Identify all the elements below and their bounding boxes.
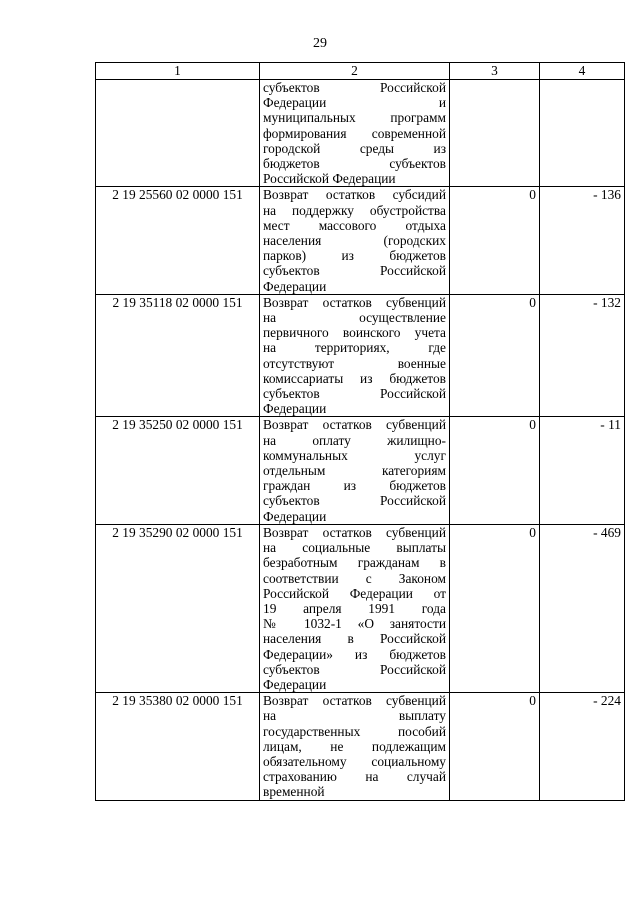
- description-line: мест массового отдыха: [263, 217, 446, 233]
- description-line: формирования современной: [263, 125, 446, 141]
- description-line: Возврат остатков субвенций: [263, 524, 446, 540]
- description-line: Федерации и: [263, 95, 446, 111]
- table-row: [96, 417, 625, 524]
- column-3-value: 0: [450, 693, 540, 800]
- description-cell: [260, 693, 450, 800]
- column-3-value: 0: [450, 524, 540, 692]
- description-line: отдельным категориям: [263, 463, 446, 479]
- description-line: на поддержку обустройства: [263, 202, 446, 218]
- description-cell: [260, 294, 450, 417]
- description-line: государственных пособий: [263, 723, 446, 739]
- budget-code-cell: [96, 80, 260, 187]
- budget-code-cell: 2 19 35250 02 0000 151: [96, 417, 260, 524]
- description-line: Федерации» из бюджетов: [263, 646, 446, 662]
- description-line: субъектов Российской: [263, 661, 446, 677]
- table-row: [96, 80, 625, 187]
- description-line: Федерации: [263, 278, 327, 294]
- column-3-value: [450, 80, 540, 187]
- description-line: Возврат остатков субвенций: [263, 417, 446, 433]
- description-line: граждан из бюджетов: [263, 478, 446, 494]
- description-line: первичного воинского учета: [263, 325, 446, 341]
- column-4-value: - 469: [540, 524, 625, 692]
- description-line: городской среды из: [263, 140, 446, 156]
- description-line: субъектов Российской: [263, 80, 446, 95]
- description-line: Российской Федерации: [263, 171, 396, 187]
- description-line: на осуществление: [263, 310, 446, 326]
- description-line: субъектов Российской: [263, 263, 446, 279]
- description-line: коммунальных услуг: [263, 447, 446, 463]
- description-line: отсутствуют военные: [263, 355, 446, 371]
- description-line: лицам, не подлежащим: [263, 738, 446, 754]
- description-line: на территориях, где: [263, 340, 446, 356]
- budget-table: [95, 62, 625, 801]
- description-line: № 1032-1 «О занятости: [263, 616, 446, 632]
- table-row: [96, 693, 625, 800]
- budget-code-cell: 2 19 35290 02 0000 151: [96, 524, 260, 692]
- description-cell: [260, 524, 450, 692]
- column-3-value: 0: [450, 187, 540, 294]
- column-header-3: 3: [450, 63, 540, 80]
- budget-code-cell: 2 19 35118 02 0000 151: [96, 294, 260, 417]
- description-line: обязательному социальному: [263, 753, 446, 769]
- description-line: на социальные выплаты: [263, 540, 446, 556]
- description-line: Возврат остатков субвенций: [263, 294, 446, 310]
- page-number: 29: [313, 36, 327, 51]
- column-4-value: - 132: [540, 294, 625, 417]
- description-line: временной: [263, 784, 325, 800]
- description-line: Российской Федерации от: [263, 585, 446, 601]
- description-line: субъектов Российской: [263, 493, 446, 509]
- description-line: субъектов Российской: [263, 386, 446, 402]
- description-line: соответствии с Законом: [263, 570, 446, 586]
- description-line: Федерации: [263, 508, 327, 524]
- column-4-value: [540, 80, 625, 187]
- description-line: на оплату жилищно-: [263, 432, 446, 448]
- table-row: [96, 294, 625, 417]
- column-4-value: - 136: [540, 187, 625, 294]
- description-line: Федерации: [263, 676, 327, 692]
- column-3-value: 0: [450, 417, 540, 524]
- table-row: [96, 187, 625, 294]
- description-line: на выплату: [263, 708, 446, 724]
- column-header-1: 1: [96, 63, 260, 80]
- description-line: населения (городских: [263, 233, 446, 249]
- description-line: населения в Российской: [263, 631, 446, 647]
- budget-code-cell: 2 19 25560 02 0000 151: [96, 187, 260, 294]
- description-line: муниципальных программ: [263, 110, 446, 126]
- description-cell: [260, 187, 450, 294]
- description-cell: [260, 417, 450, 524]
- description-line: парков) из бюджетов: [263, 248, 446, 264]
- description-cell: [260, 80, 450, 187]
- description-line: Возврат остатков субвенций: [263, 693, 446, 709]
- description-line: страхованию на случай: [263, 769, 446, 785]
- budget-code-cell: 2 19 35380 02 0000 151: [96, 693, 260, 800]
- description-line: Федерации: [263, 401, 327, 417]
- description-line: 19 апреля 1991 года: [263, 600, 446, 616]
- description-line: комиссариаты из бюджетов: [263, 370, 446, 386]
- description-line: бюджетов субъектов: [263, 156, 446, 172]
- table-header: [96, 63, 625, 80]
- table-body: [96, 80, 625, 801]
- description-line: безработным гражданам в: [263, 555, 446, 571]
- column-3-value: 0: [450, 294, 540, 417]
- header-row: [96, 63, 625, 80]
- column-4-value: - 224: [540, 693, 625, 800]
- description-line: Возврат остатков субсидий: [263, 187, 446, 203]
- column-4-value: - 11: [540, 417, 625, 524]
- column-header-2: 2: [260, 63, 450, 80]
- column-header-4: 4: [540, 63, 625, 80]
- table-row: [96, 524, 625, 692]
